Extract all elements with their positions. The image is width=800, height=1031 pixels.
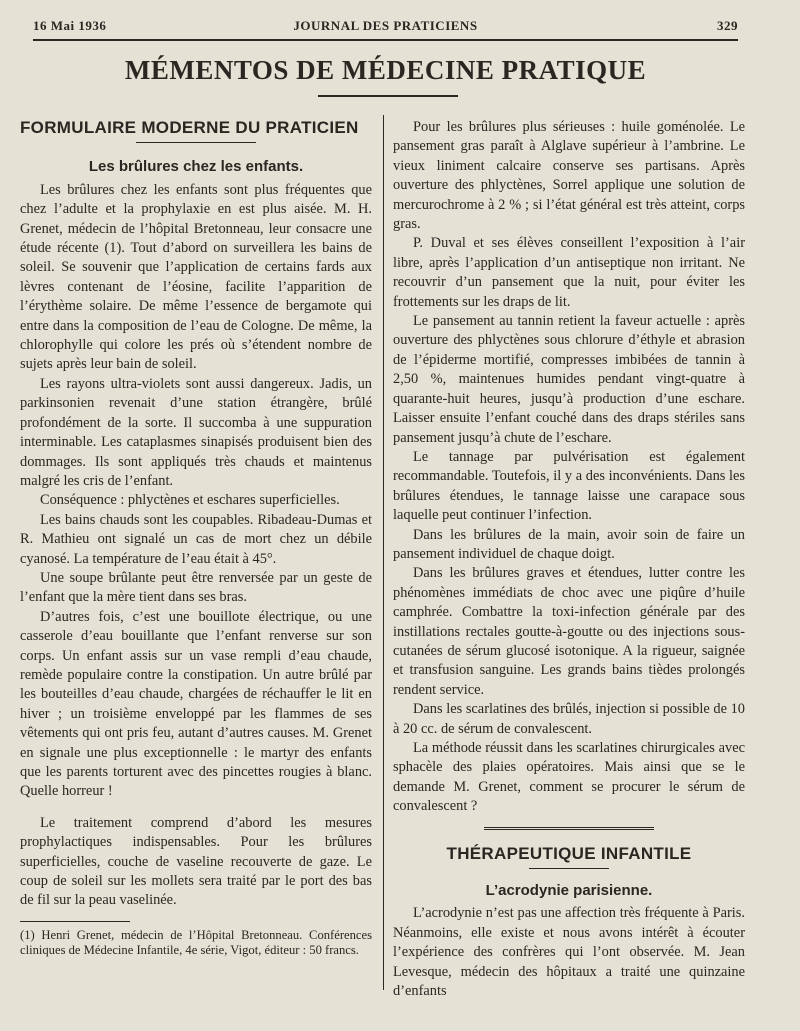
- article-title-acrodynie: L’acrodynie parisienne.: [485, 882, 653, 900]
- left-column: [20, 118, 372, 959]
- paragraph: D’autres fois, c’est une bouillote électrique, ou une casserole d’eau bouillante que l’enfant renverse sur son corps. Un enfant assis sur un vase rempli d’eau chaude, remède populaire contre la constipation. Un autre brûlé par les bouteilles d’eau chaude, chargées de réchauffer le lit en hiver ; un troisième enveloppé par les flammes de ses vêtements qui ont pris feu, autant d’autres causes. M. Grenet en signale une plus exceptionnelle : le martyr des enfants que les parents torturent avec des pincettes rougies à blanc. Quelle horreur !: [20, 608, 372, 800]
- journal-name: JOURNAL DES PRATICIENS: [293, 18, 478, 33]
- section-separator: [484, 827, 654, 830]
- paragraph: La méthode réussit dans les scarlatines chirurgicales avec sphacèle des plaies opératoires. Mais ainsi que se le demande M. Grenet, comment se procurer le sérum de convalescent ?: [393, 740, 745, 815]
- paragraph: Dans les scarlatines des brûlés, injection si possible de 10 à 20 cc. de sérum de convalescent.: [393, 701, 745, 737]
- paragraph: Une soupe brûlante peut être renversée par un geste de l’enfant que la mère tient dans ses bras.: [20, 569, 372, 606]
- page-title: MÉMENTOS DE MÉDECINE PRATIQUE: [124, 55, 647, 85]
- paragraph: P. Duval et ses élèves conseillent l’exposition à l’air libre, après l’application d’un antiseptique non irritant. Ne recouvrir d’un pansement que la nuit, pour éviter les frottements sur les draps de lit.: [393, 235, 745, 310]
- section-underline: [529, 868, 609, 869]
- paragraph: Les bains chauds sont les coupables. Ribadeau-Dumas et R. Mathieu ont signalé un cas de mort chez un débile cyanosé. La température de l’eau était à 45°.: [20, 511, 372, 567]
- paragraph: Le tannage par pulvérisation est également recommandable. Toutefois, il y a des inconvénients. Dans les brûlures étendues, le tannage laisse une carapace sous laquelle peut continuer l’infection.: [393, 448, 745, 524]
- paragraph: Le pansement au tannin retient la faveur actuelle : après ouverture des phlyctènes sous chlorure d’éthyle et abrasion de l’épiderme mortifié, compresses imbibées de tannin à 2,50 %, maintenues humides pendant vingt-quatre à quarante-huit heures, jusqu’à production d’une eschare. Laisser ensuite l’enfant couché dans des draps stériles sans pansement jusqu’à chute de l’eschare.: [393, 313, 745, 446]
- footnote: (1) Henri Grenet, médecin de l’Hôpital Bretonneau. Conférences cliniques de Médecine Infantile, 4e série, Vigot, éditeur : 50 francs.: [20, 927, 372, 958]
- right-column: [393, 118, 745, 1001]
- section-title-formulaire: FORMULAIRE MODERNE DU PRATICIEN: [20, 118, 359, 137]
- title-underline: [318, 95, 458, 97]
- column-divider: [383, 115, 384, 990]
- article-title-brulures: Les brûlures chez les enfants.: [88, 158, 304, 176]
- paragraph: Les rayons ultra-violets sont aussi dangereux. Jadis, un parkinsonien revenait d’une station étrangère, brûlé profondément de la sorte. Il succomba à une suppuration interminable. Les cataplasmes sinapisés produisent bien des dommages. Ils sont appliqués très chauds et maintenus malgré les cris de l’enfant.: [20, 375, 372, 489]
- page-number: 329: [717, 18, 738, 33]
- paragraph: Dans les brûlures de la main, avoir soin de faire un pansement individuel de chaque doigt.: [393, 526, 745, 562]
- section-title-therapeutique: THÉRAPEUTIQUE INFANTILE: [446, 843, 692, 863]
- paragraph: Pour les brûlures plus sérieuses : huile goménolée. Le pansement gras paraît à Alglave supérieur à l’ambrine. Le vieux liniment calcaire conserve ses partisans. Après ouverture des phlyctènes, Sorrel applique une solution de mercurochrome à 2 % ; si l’état général est très atteint, corps gras.: [393, 119, 745, 233]
- paragraph: Dans les brûlures graves et étendues, lutter contre les phénomènes immédiats de choc avec une piqûre d’huile camphrée. Combattre la toxi-infection générale par des instillations rectales goutte-à-goutte ou des injections sous-cutanées de sérum glucosé isotonique. A la rigueur, saignée et transfusion sanguine. Les grands bains tièdes prolongés rendent service.: [393, 565, 745, 698]
- paragraph: Conséquence : phlyctènes et eschares superficielles.: [40, 492, 340, 509]
- issue-date: 16 Mai 1936: [33, 18, 107, 33]
- paragraph: Le traitement comprend d’abord les mesures prophylactiques indispensables. Pour les brûlures superficielles, couche de vaseline recouverte de gaze. Le coup de soleil sur les mollets sera traité par le port des bas de fil sur la peau vaselinée.: [20, 814, 372, 909]
- paragraph: Les brûlures chez les enfants sont plus fréquentes que chez l’adulte et la prophylaxie en est plus aisée. M. H. Grenet, médecin de l’hôpital Bretonneau, leur consacre une étude récente (1). Tout d’abord on surveillera les bains de soleil. Se souvenir que l’application de certains fards aux lèvres contenant de l’éosine, facilite l’apparition de l’érythème solaire. De même l’essence de bergamote qui entre dans la composition de l’eau de Cologne. De même, la chlorophylle qui colore les prés où s’étendent nombre de sujets après leur bain de soleil.: [20, 181, 372, 373]
- header-rule: [33, 39, 738, 41]
- footnote-rule: [20, 921, 130, 922]
- paragraph: L’acrodynie n’est pas une affection très fréquente à Paris. Néanmoins, elle existe et nous avons intérêt à écouter l’expérience des confrères qui l’ont observée. M. Jean Levesque, médecin des hôpitaux a traité une quinzaine d’enfants: [393, 905, 745, 1000]
- section-underline: [136, 142, 256, 143]
- running-header: [33, 18, 738, 40]
